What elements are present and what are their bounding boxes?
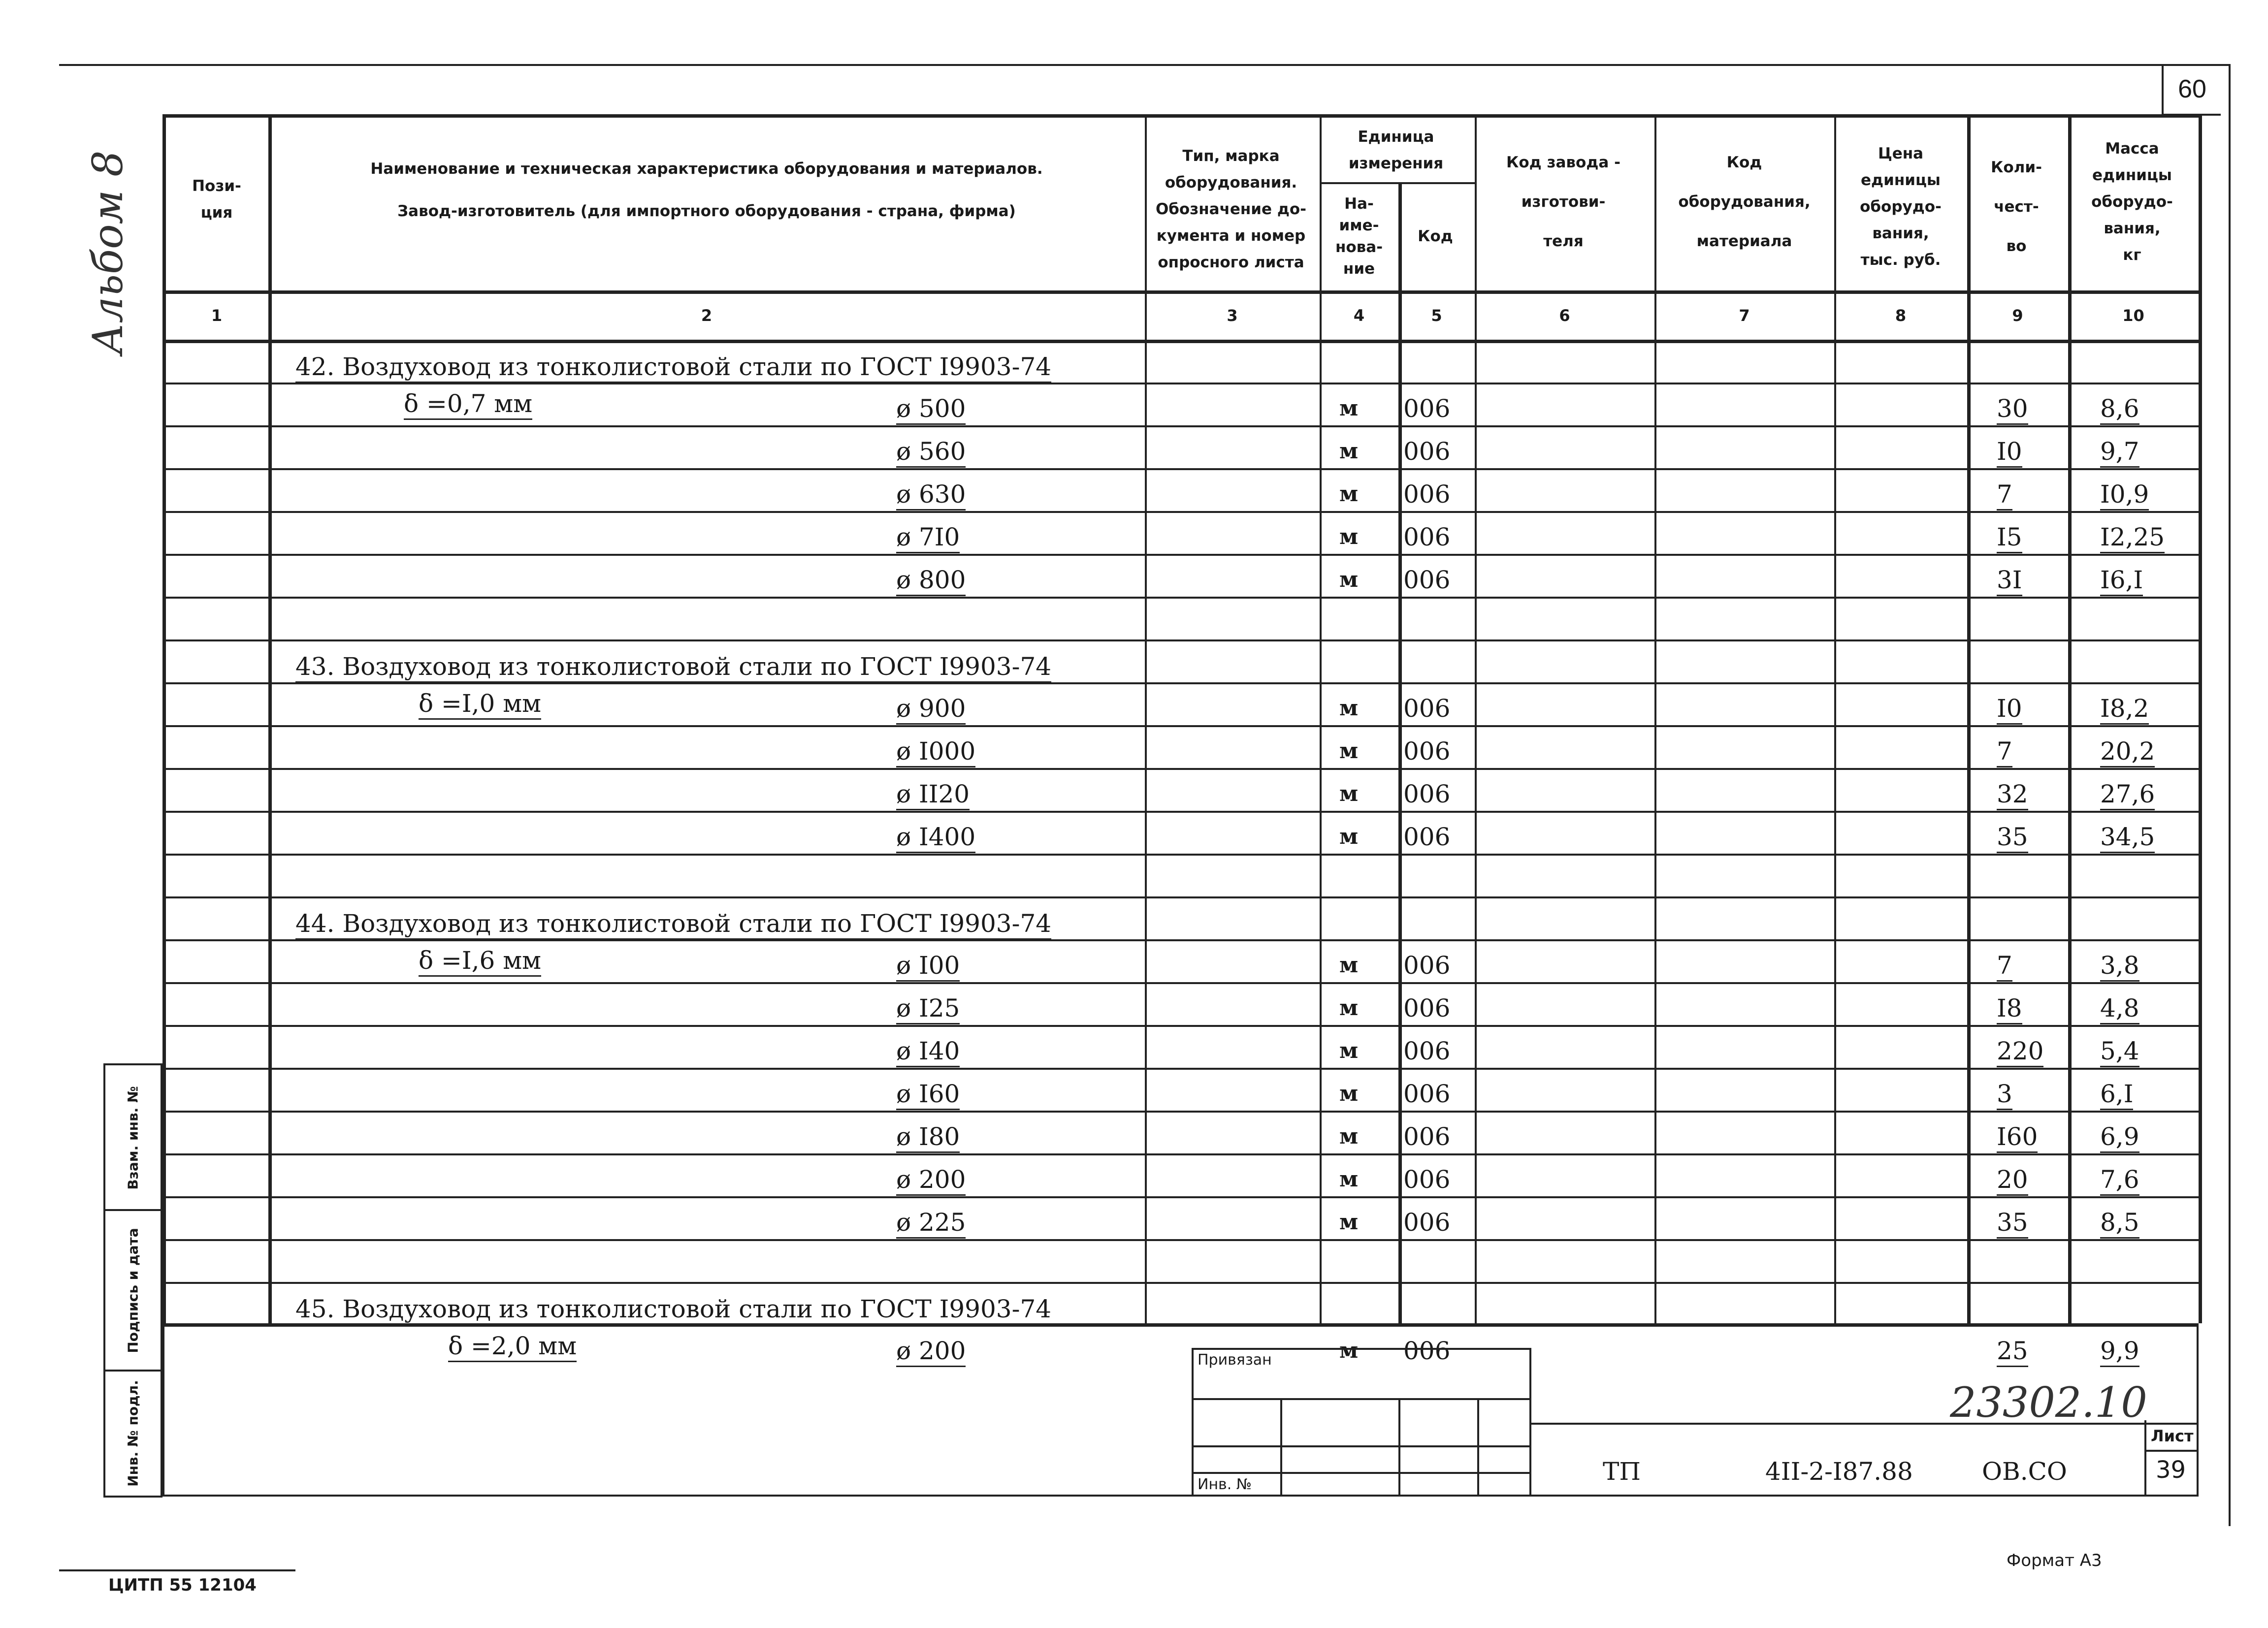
thickness: δ =I,6 мм <box>419 946 541 977</box>
privyazan-divider <box>1398 1398 1400 1497</box>
format-label: Формат А3 <box>2007 1551 2102 1570</box>
quantity: 25 <box>1997 1336 2028 1367</box>
mass: 6,I <box>2100 1079 2133 1110</box>
row-line <box>162 425 2199 427</box>
unit: м <box>1339 1167 1359 1192</box>
doc-number-handwritten: 23302.10 <box>1950 1378 2147 1427</box>
row-line <box>162 1111 2199 1113</box>
row-line <box>162 383 2199 384</box>
unit-code: 006 <box>1403 437 1451 466</box>
diameter: ø 560 <box>896 437 966 468</box>
header-quantity: Коли- чест- во <box>1991 159 2042 255</box>
header-factory-code: Код завода - изготови- теля <box>1506 154 1620 250</box>
quantity: 35 <box>1997 822 2028 853</box>
mass: I2,25 <box>2100 522 2165 553</box>
sheet-number-top: 60 <box>2162 64 2221 116</box>
print-code: ЦИТП 55 12104 <box>108 1575 257 1595</box>
mass: I0,9 <box>2100 479 2149 511</box>
sidebar-vzam: Взам. инв. № <box>125 1086 141 1190</box>
header-unit-name: На- име- нова- ние <box>1335 195 1383 278</box>
quantity: 20 <box>1997 1165 2028 1196</box>
thickness: δ =0,7 мм <box>404 389 532 420</box>
inv-no-label: Инв. № <box>1198 1476 1252 1493</box>
header-type: Тип, марка оборудования. Обозначение до- кумента и номер опросного листа <box>1155 147 1307 271</box>
colnum-3: 3 <box>1227 306 1238 325</box>
group-title: 42. Воздуховод из тонколистовой стали по ГОСТ I9903-74 <box>295 352 1051 383</box>
unit-code: 006 <box>1403 480 1451 509</box>
mass: 3,8 <box>2100 951 2139 982</box>
unit-code: 006 <box>1403 1165 1451 1194</box>
diameter: ø 630 <box>896 479 966 511</box>
row-line <box>162 682 2199 684</box>
unit-code: 006 <box>1403 780 1451 808</box>
sidebar-podpis: Подпись и дата <box>125 1228 141 1353</box>
unit-code: 006 <box>1403 823 1451 851</box>
colnum-1: 1 <box>211 306 223 325</box>
unit: м <box>1339 824 1359 849</box>
list-number: 39 <box>2156 1456 2186 1484</box>
unit-code: 006 <box>1403 523 1451 551</box>
unit-code: 006 <box>1403 394 1451 423</box>
colnum-5: 5 <box>1431 306 1442 325</box>
privyazan-line <box>1192 1445 1531 1447</box>
footer-line <box>59 1569 295 1571</box>
row-line <box>162 554 2199 556</box>
grid-line <box>1398 182 1402 1323</box>
quantity: 7 <box>1997 951 2012 982</box>
privyazan-divider <box>1280 1398 1282 1497</box>
mass: I8,2 <box>2100 694 2149 725</box>
diameter: ø II20 <box>896 779 970 810</box>
thickness: δ =2,0 мм <box>448 1331 577 1362</box>
diameter: ø 800 <box>896 565 966 596</box>
unit: м <box>1339 1210 1359 1235</box>
row-line <box>162 939 2199 941</box>
group-title: 43. Воздуховод из тонколистовой стали по ГОСТ I9903-74 <box>295 652 1051 683</box>
unit-code: 006 <box>1403 1037 1451 1065</box>
row-line <box>162 896 2199 898</box>
row-line <box>162 639 2199 641</box>
mass: 34,5 <box>2100 822 2155 853</box>
colnum-9: 9 <box>2012 306 2023 325</box>
row-line <box>162 1239 2199 1241</box>
stamp-section: ОВ.СО <box>1982 1457 2067 1486</box>
unit-code: 006 <box>1403 737 1451 766</box>
unit: м <box>1339 567 1359 592</box>
unit-code: 006 <box>1403 951 1451 980</box>
colnum-6: 6 <box>1559 306 1570 325</box>
diameter: ø 200 <box>896 1336 966 1367</box>
thickness: δ =I,0 мм <box>419 689 541 720</box>
grid-line <box>162 340 2199 343</box>
header-equipment-code: Код оборудования, материала <box>1678 154 1811 250</box>
row-line <box>162 768 2199 770</box>
mass: 7,6 <box>2100 1165 2139 1196</box>
quantity: 35 <box>1997 1208 2028 1239</box>
row-line <box>162 468 2199 470</box>
diameter: ø 900 <box>896 694 966 725</box>
header-price: Цена единицы оборудо- вания, тыс. руб. <box>1860 145 1942 269</box>
sidebar-inv: Инв. № подл. <box>125 1380 141 1487</box>
diameter: ø I40 <box>896 1036 960 1067</box>
quantity: 7 <box>1997 736 2012 767</box>
row-line <box>162 811 2199 813</box>
unit: м <box>1339 1038 1359 1063</box>
mass: 9,7 <box>2100 437 2139 468</box>
privyazan-line <box>1192 1472 1531 1474</box>
unit: м <box>1339 396 1359 421</box>
quantity: 3 <box>1997 1079 2012 1110</box>
row-line <box>162 1068 2199 1070</box>
mass: 9,9 <box>2100 1336 2139 1367</box>
quantity: I0 <box>1997 694 2022 725</box>
quantity: 32 <box>1997 779 2028 810</box>
header-unit-group: Единица измерения <box>1348 128 1444 172</box>
unit-code: 006 <box>1403 566 1451 594</box>
unit-code: 006 <box>1403 1337 1451 1365</box>
mass: 20,2 <box>2100 736 2155 767</box>
group-title: 44. Воздуховод из тонколистовой стали по ГОСТ I9903-74 <box>295 909 1051 940</box>
album-label: Альбом 8 <box>84 150 132 354</box>
colnum-10: 10 <box>2122 306 2144 325</box>
row-line <box>162 511 2199 513</box>
quantity: I60 <box>1997 1122 2038 1153</box>
unit: м <box>1339 481 1359 507</box>
diameter: ø 7I0 <box>896 522 960 553</box>
header-position: Пози- ция <box>192 177 241 222</box>
quantity: I5 <box>1997 522 2022 553</box>
header-mass: Масса единицы оборудо- вания, кг <box>2091 140 2173 264</box>
diameter: ø I80 <box>896 1122 960 1153</box>
unit-code: 006 <box>1403 1080 1451 1108</box>
mass: 27,6 <box>2100 779 2155 810</box>
unit-code: 006 <box>1403 994 1451 1022</box>
colnum-4: 4 <box>1353 306 1365 325</box>
grid-line <box>162 114 2199 118</box>
diameter: ø I000 <box>896 736 975 767</box>
diameter: ø I400 <box>896 822 975 853</box>
diameter: ø I60 <box>896 1079 960 1110</box>
unit: м <box>1339 953 1359 978</box>
quantity: I8 <box>1997 993 2022 1024</box>
quantity: 3I <box>1997 565 2022 596</box>
unit: м <box>1339 696 1359 721</box>
list-label: Лист <box>2151 1427 2194 1445</box>
mass: 8,5 <box>2100 1208 2139 1239</box>
mass: I6,I <box>2100 565 2143 596</box>
diameter: ø 225 <box>896 1208 966 1239</box>
diameter: ø 500 <box>896 394 966 425</box>
unit: м <box>1339 995 1359 1021</box>
row-line <box>162 1025 2199 1027</box>
stamp-tp: ТП <box>1603 1457 1641 1486</box>
row-line <box>162 1153 2199 1155</box>
row-line <box>162 854 2199 856</box>
unit-code: 006 <box>1403 694 1451 723</box>
quantity: 7 <box>1997 479 2012 511</box>
unit: м <box>1339 1124 1359 1149</box>
unit: м <box>1339 524 1359 549</box>
quantity: I0 <box>1997 437 2022 468</box>
colnum-7: 7 <box>1739 306 1750 325</box>
privyazan-line <box>1192 1398 1531 1400</box>
row-line <box>162 1282 2199 1284</box>
stamp-project: 4II-2-I87.88 <box>1765 1457 1913 1486</box>
privyazan-label: Привязан <box>1198 1351 1272 1369</box>
header-name <box>268 148 1145 266</box>
row-line <box>162 725 2199 727</box>
mass: 5,4 <box>2100 1036 2139 1067</box>
group-title: 45. Воздуховод из тонколистовой стали по ГОСТ I9903-74 <box>295 1294 1051 1325</box>
mass: 4,8 <box>2100 993 2139 1024</box>
row-line <box>162 982 2199 984</box>
diameter: ø 200 <box>896 1165 966 1196</box>
header-name-line2: Завод-изготовитель (для импортного оборудования - страна, фирма) <box>397 202 1016 220</box>
unit-code: 006 <box>1403 1208 1451 1237</box>
quantity: 30 <box>1997 394 2028 425</box>
list-divider <box>2144 1450 2199 1452</box>
diameter: ø I25 <box>896 993 960 1024</box>
header-name-line1: Наименование и техническая характеристика оборудования и материалов. <box>370 160 1043 178</box>
unit: м <box>1339 439 1359 464</box>
colnum-2: 2 <box>701 306 713 325</box>
privyazan-box <box>1192 1348 1531 1497</box>
quantity: 220 <box>1997 1036 2043 1067</box>
mass: 6,9 <box>2100 1122 2139 1153</box>
privyazan-divider <box>1477 1398 1479 1497</box>
diameter: ø I00 <box>896 951 960 982</box>
unit: м <box>1339 1081 1359 1106</box>
grid-line <box>2199 114 2202 1323</box>
unit: м <box>1339 738 1359 764</box>
colnum-8: 8 <box>1895 306 1907 325</box>
unit: м <box>1339 781 1359 806</box>
mass: 8,6 <box>2100 394 2139 425</box>
row-line <box>162 597 2199 599</box>
header-unit-code: Код <box>1418 227 1453 245</box>
unit: м <box>1339 1338 1359 1363</box>
row-line <box>162 1196 2199 1198</box>
unit-code: 006 <box>1403 1122 1451 1151</box>
